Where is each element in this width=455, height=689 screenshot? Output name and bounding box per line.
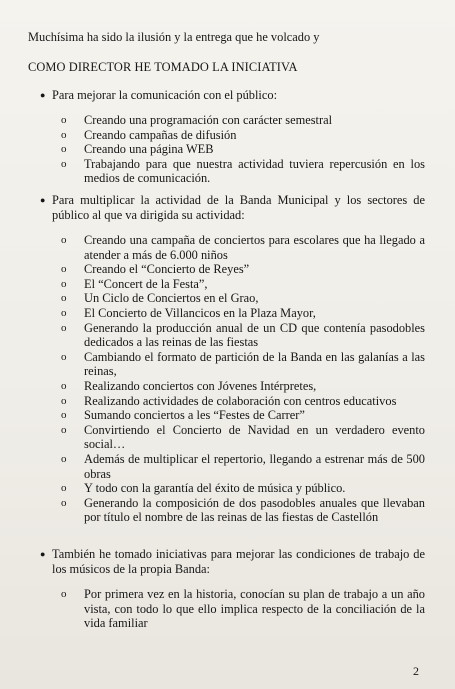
section-musicians (40, 547, 425, 631)
list-item: o El Concierto de Villancicos en la Plaza Mayor, (61, 306, 425, 321)
list-item: o Generando la producción anual de un CD que contenía pasodobles dedicados a las reinas de las fiestas (61, 321, 425, 350)
list-item: o Cambiando el formato de partición de la Banda en las galanías a las reinas, (61, 350, 425, 379)
list-item: o Creando una página WEB (61, 142, 425, 157)
sub-list (61, 113, 425, 186)
list-item: o Creando el “Concierto de Reyes” (61, 262, 425, 277)
list-item: o Creando una programación con carácter semestral (61, 113, 425, 128)
section-lead: ● También he tomado iniciativas para mejorar las condiciones de trabajo de los músicos de la propia Banda: (40, 547, 425, 577)
list-item: o Por primera vez en la historia, conocían su plan de trabajo a un año vista, con todo lo que ello implica respecto de la conciliación de la vida familiar (61, 587, 425, 631)
list-item: o Creando una campaña de conciertos para escolares que ha llegado a atender a más de 6.000 niños (61, 233, 425, 262)
intro-line: Muchísima ha sido la ilusión y la entrega que he volcado y (28, 30, 320, 44)
sub-list (61, 233, 425, 525)
section-activity (40, 193, 425, 525)
list-item: o Convirtiendo el Concierto de Navidad en un verdadero evento social… (61, 423, 425, 452)
section-heading: COMO DIRECTOR HE TOMADO LA INICIATIVA (28, 60, 298, 74)
list-item: o Sumando conciertos a les “Festes de Carrer” (61, 408, 425, 423)
sub-list (61, 587, 425, 631)
list-item: o Realizando conciertos con Jóvenes Intérpretes, (61, 379, 425, 394)
list-item: o Un Ciclo de Conciertos en el Grao, (61, 291, 425, 306)
list-item: o Y todo con la garantía del éxito de música y público. (61, 481, 425, 496)
list-item: o Generando la composición de dos pasodobles anuales que llevaban por título el nombre de las reinas de las fiestas de Castellón (61, 496, 425, 525)
list-item: o Realizando actividades de colaboración con centros educativos (61, 394, 425, 409)
list-item: o El “Concert de la Festa”, (61, 277, 425, 292)
list-item: o Además de multiplicar el repertorio, llegando a estrenar más de 500 obras (61, 452, 425, 481)
section-lead: ● Para mejorar la comunicación con el público: (40, 88, 425, 103)
page-number: 2 (413, 664, 419, 678)
section-communication (40, 88, 425, 186)
section-lead: ● Para multiplicar la actividad de la Banda Municipal y los sectores de público al que va dirigida su actividad: (40, 193, 425, 223)
list-item: o Creando campañas de difusión (61, 128, 425, 143)
list-item: o Trabajando para que nuestra actividad tuviera repercusión en los medios de comunicación. (61, 157, 425, 186)
